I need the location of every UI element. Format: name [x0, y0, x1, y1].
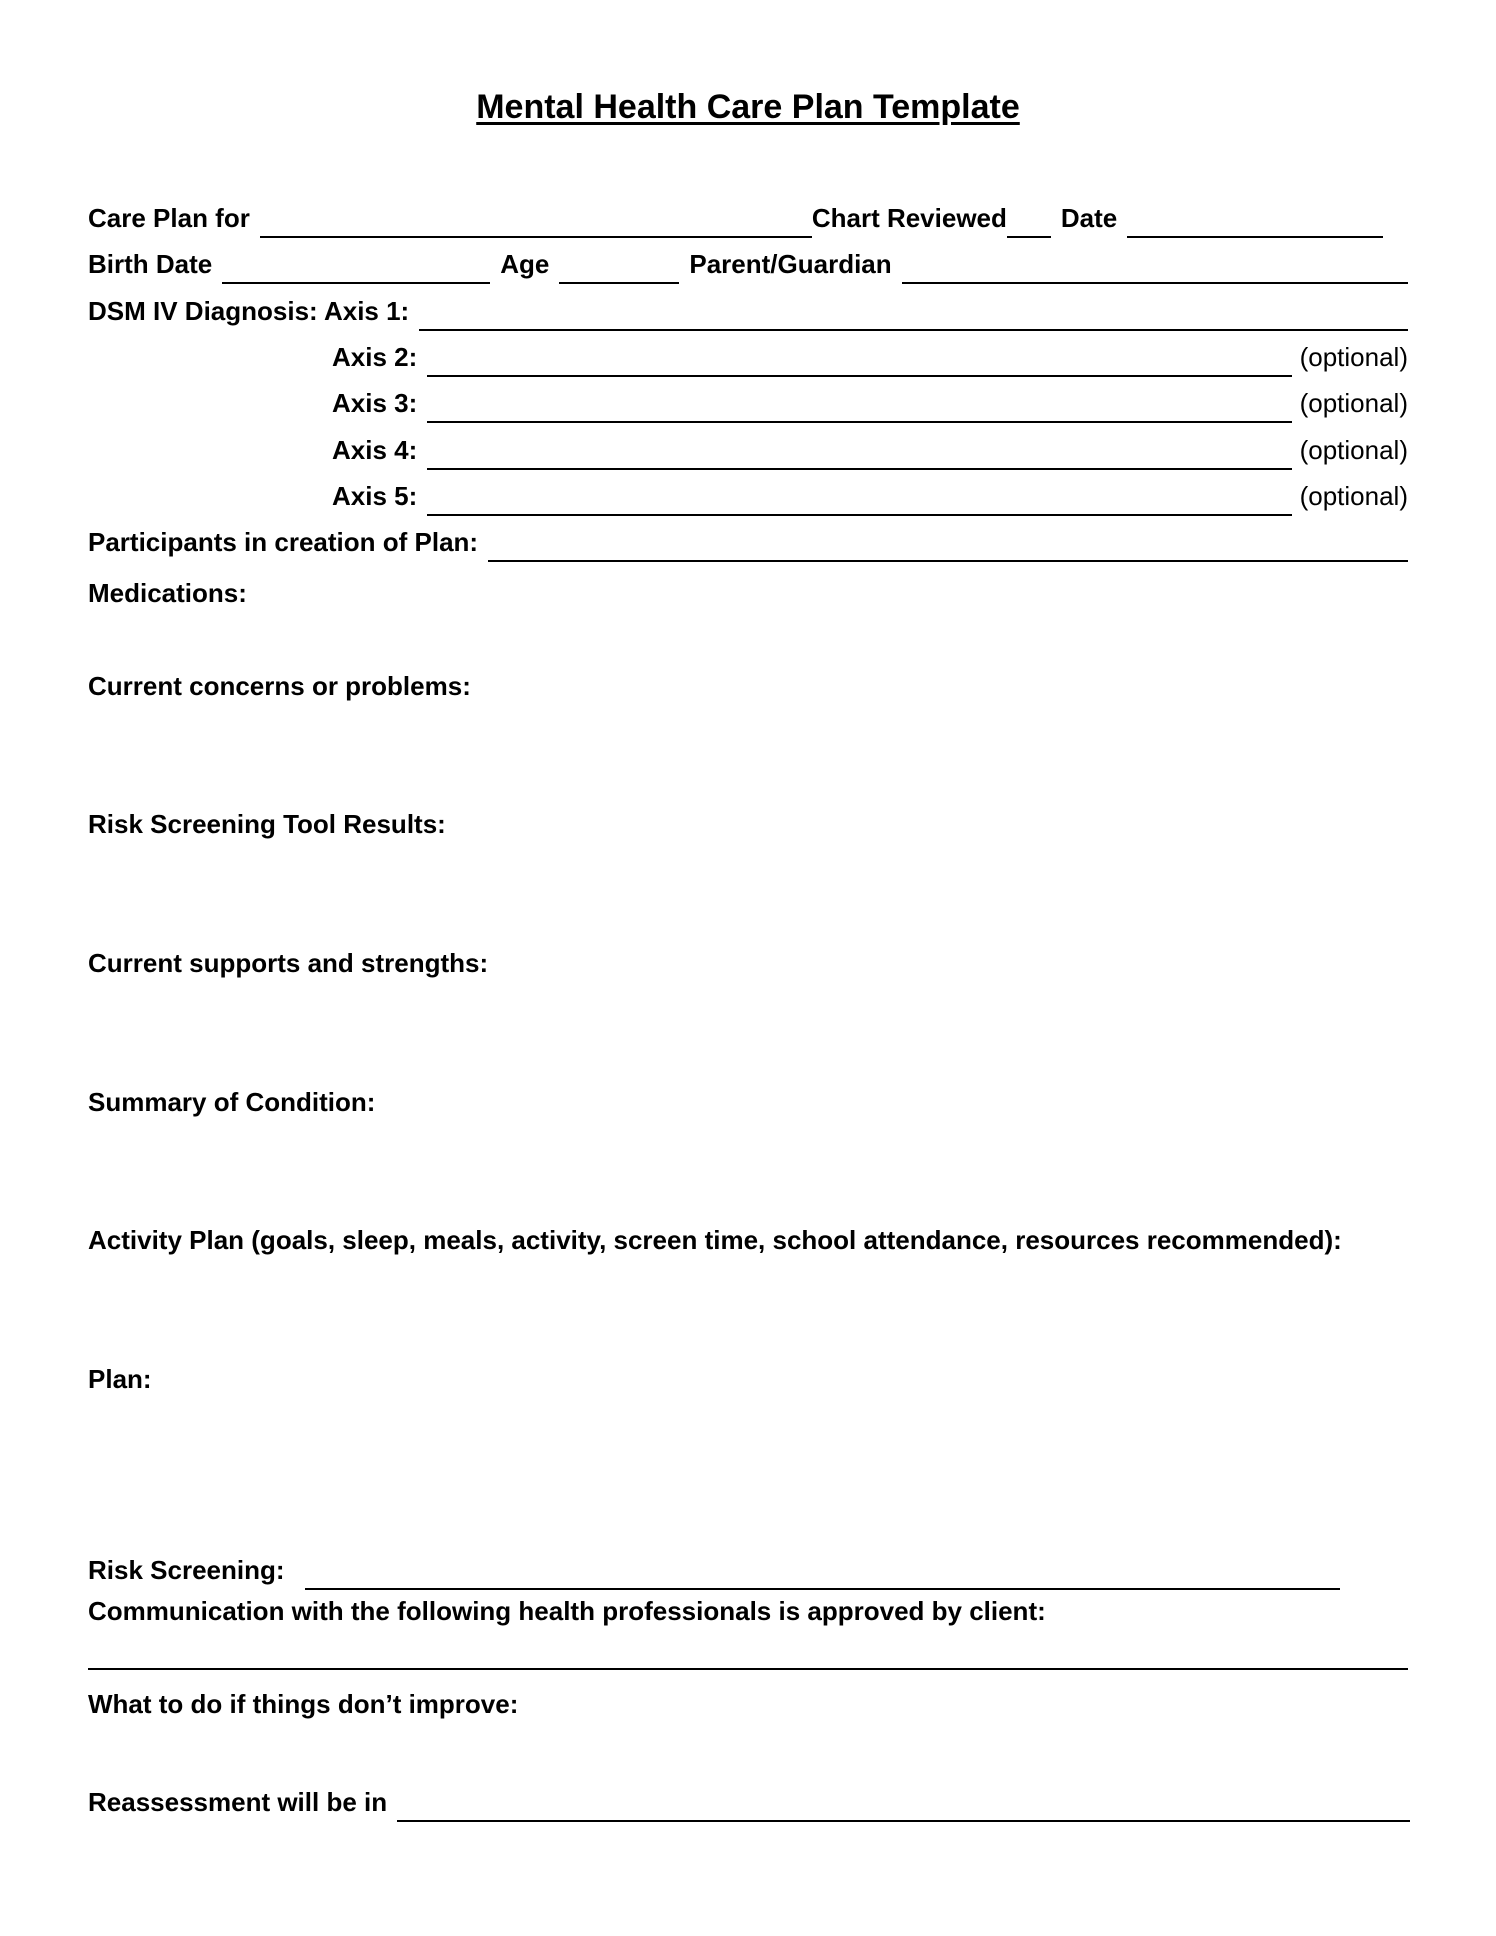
care-plan-row — [88, 198, 1408, 238]
axis2-optional: (optional) — [1299, 342, 1408, 372]
birth-date-label: Birth Date — [88, 249, 213, 279]
chart-reviewed-label: Chart Reviewed — [811, 203, 1007, 233]
axis3-row — [332, 383, 1408, 423]
reassessment-label: Reassessment will be in — [88, 1787, 388, 1817]
medications-label: Medications: — [88, 578, 247, 608]
axis2-row — [332, 337, 1408, 377]
concerns-label: Current concerns or problems: — [88, 671, 471, 701]
risk-screening-label: Risk Screening: — [88, 1555, 285, 1585]
date-field[interactable] — [1127, 202, 1383, 238]
not-improve-label: What to do if things don’t improve: — [88, 1689, 519, 1719]
axis4-row — [332, 430, 1408, 470]
age-label: Age — [500, 249, 550, 279]
activity-plan-label: Activity Plan (goals, sleep, meals, activity, screen time, school attendance, resources recommended): — [88, 1225, 1342, 1255]
reassessment-field[interactable] — [397, 1786, 1410, 1822]
axis4-optional: (optional) — [1299, 435, 1408, 465]
axis5-field[interactable] — [427, 480, 1291, 516]
axis2-label: Axis 2: — [332, 342, 418, 372]
axis5-label: Axis 5: — [332, 481, 418, 511]
communication-field[interactable] — [88, 1668, 1408, 1670]
care-plan-for-label: Care Plan for — [88, 203, 250, 233]
plan-label: Plan: — [88, 1364, 152, 1394]
axis4-label: Axis 4: — [332, 435, 418, 465]
axis4-field[interactable] — [427, 434, 1291, 470]
risk-screening-row — [88, 1550, 1340, 1590]
supports-label: Current supports and strengths: — [88, 948, 489, 978]
summary-label: Summary of Condition: — [88, 1087, 376, 1117]
axis2-field[interactable] — [427, 341, 1291, 377]
communication-label: Communication with the following health professionals is approved by client: — [88, 1596, 1046, 1626]
participants-label: Participants in creation of Plan: — [88, 527, 479, 557]
reassessment-row — [88, 1782, 1410, 1822]
document-title: Mental Health Care Plan Template — [476, 88, 1020, 126]
axis5-optional: (optional) — [1299, 481, 1408, 511]
axis3-optional: (optional) — [1299, 388, 1408, 418]
axis5-row — [332, 476, 1408, 516]
date-label: Date — [1060, 203, 1118, 233]
age-field[interactable] — [559, 248, 679, 284]
parent-guardian-label: Parent/Guardian — [689, 249, 892, 279]
axis1-row — [88, 291, 1408, 331]
risk-screening-field[interactable] — [305, 1554, 1340, 1590]
birth-row — [88, 244, 1408, 284]
axis3-field[interactable] — [427, 387, 1291, 423]
axis1-field[interactable] — [419, 295, 1408, 331]
chart-reviewed-field[interactable] — [1007, 202, 1051, 238]
participants-field[interactable] — [488, 526, 1408, 562]
parent-guardian-field[interactable] — [902, 248, 1408, 284]
birth-date-field[interactable] — [222, 248, 490, 284]
risk-tool-label: Risk Screening Tool Results: — [88, 809, 446, 839]
care-plan-for-field[interactable] — [260, 202, 812, 238]
axis3-label: Axis 3: — [332, 388, 418, 418]
participants-row — [88, 522, 1408, 562]
dsm-axis1-label: DSM IV Diagnosis: Axis 1: — [88, 296, 410, 326]
